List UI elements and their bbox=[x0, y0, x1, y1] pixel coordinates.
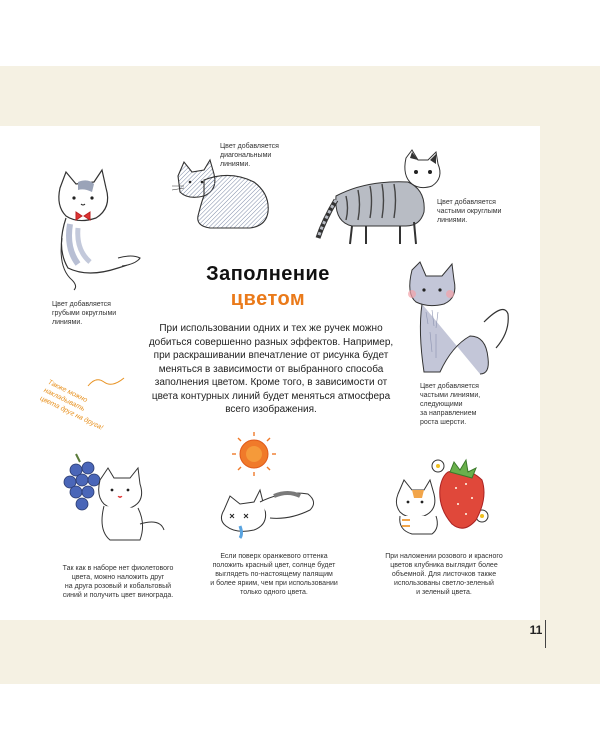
cat-with-strawberry-illustration bbox=[388, 454, 498, 538]
striped-cat-illustration bbox=[316, 150, 448, 248]
section-title: Заполнение bbox=[206, 263, 330, 285]
cat-with-bow-illustration bbox=[48, 168, 146, 294]
caption-frequent-round-lines: Цвет добавляется частыми округлыми линиями. bbox=[437, 199, 502, 224]
layering-note: Также можно накладывать цвета друг на друга! bbox=[38, 378, 104, 432]
caption-sun: Если поверх оранжевого оттенка положить красный цвет, солнце будет выглядеть по-настоящему палящим и более ярким, чем при использовании только одного цвета. bbox=[210, 553, 338, 596]
caption-coarse-lines: Цвет добавляется грубыми округлыми линиями. bbox=[52, 301, 117, 326]
intro-paragraph: При использовании одних и тех же ручек можно добиться совершенно разных эффектов. Например, при раскрашивании впечатление от рисунка будет меняться в зависимости от выбранного способа заполнения цветом. Кроме того, в зависимости от цвета контурных линий будет меняться атмосфера всего изображения. bbox=[148, 323, 394, 415]
page-number: 11 bbox=[529, 623, 543, 637]
cat-with-grapes-illustration bbox=[60, 454, 168, 546]
caption-grapes: Так как в наборе нет фиолетового цвета, можно наложить друг на друга розовый и кобальтовый синий и получить цвет винограда. bbox=[62, 565, 174, 599]
fur-lines-cat-illustration bbox=[400, 262, 514, 380]
crouching-cat-illustration bbox=[170, 160, 274, 232]
sun-and-cat-illustration bbox=[214, 430, 328, 546]
caption-strawberry: При наложении розового и красного цветов клубника выглядит более объемной. Для листочков также использованы светло-зеленый и зеленый цвета. bbox=[385, 553, 503, 596]
caption-fur-direction-lines: Цвет добавляется частыми линиями, следующими за направлением роста шерсти. bbox=[420, 383, 481, 426]
section-title-accent: цветом bbox=[230, 288, 306, 310]
page-number-divider bbox=[545, 620, 546, 648]
wavy-line-decoration bbox=[86, 376, 126, 388]
caption-diagonal-lines: Цвет добавляется диагональными линиями. bbox=[220, 143, 279, 168]
